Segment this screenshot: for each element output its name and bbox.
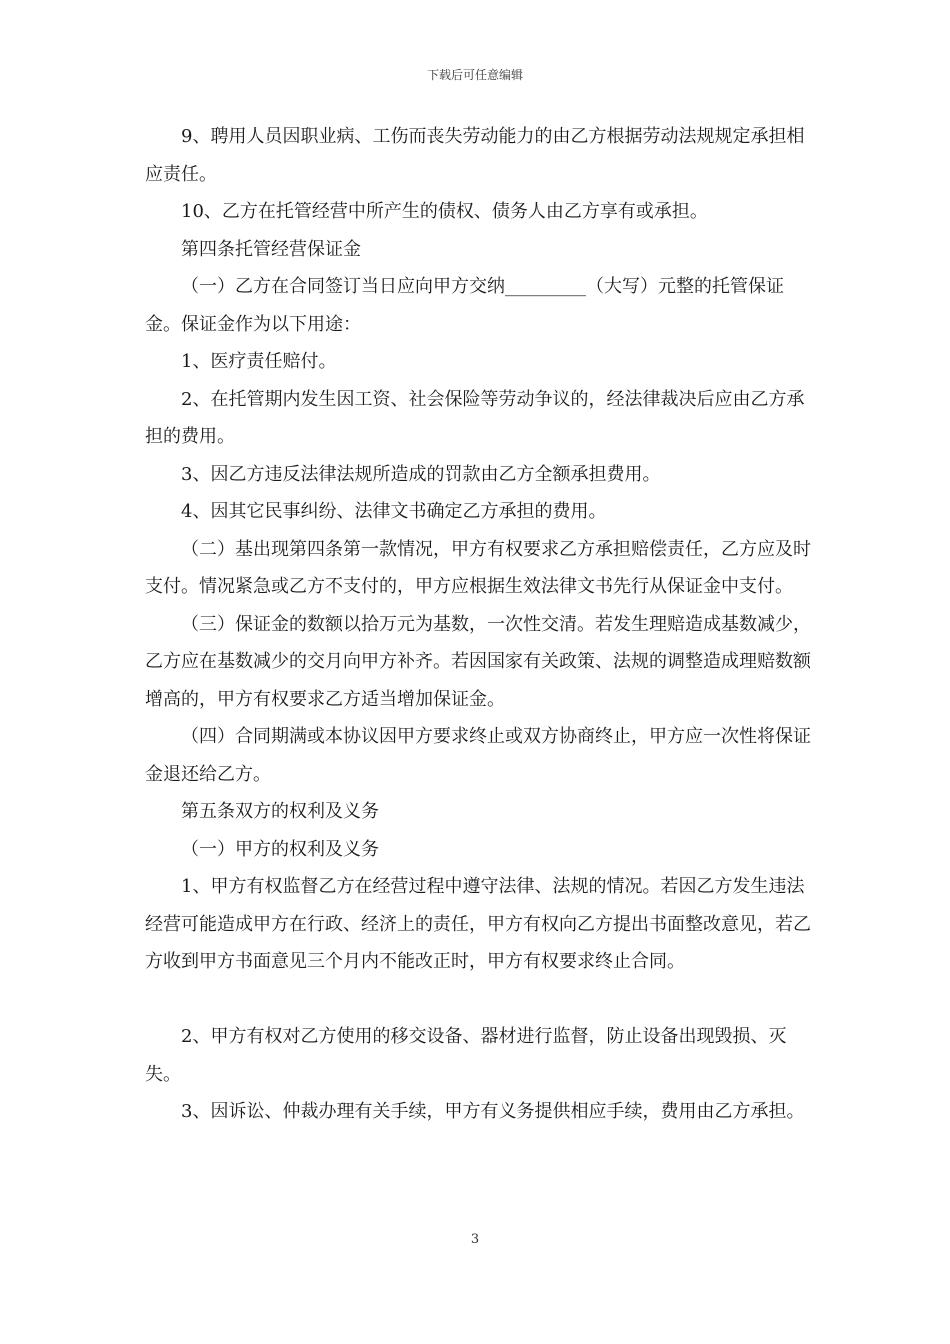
document-body <box>145 118 817 1131</box>
deposit-section-3-paragraph: （三）保证金的数额以拾万元为基数，一次性交清。若发生理赔造成基数减少，乙方应在基数减少的交月向甲方补齐。若因国家有关政策、法规的调整造成理赔数额增高的，甲方有权要求乙方适当增加保证金。 <box>145 613 811 710</box>
party-a-right-1-paragraph: 1、甲方有权监督乙方在经营过程中遵守法律、法规的情况。若因乙方发生违法经营可能造成甲方在行政、经济上的责任，甲方有权向乙方提出书面整改意见，若乙方收到甲方书面意见三个月内不能改正时，甲方有权要求终止合同。 <box>145 876 811 972</box>
blank-line <box>145 981 817 1019</box>
party-a-right-3-paragraph: 3、因诉讼、仲裁办理有关手续，甲方有义务提供相应手续，费用由乙方承担。 <box>181 1101 805 1122</box>
deposit-use-2-paragraph: 2、在托管期内发生因工资、社会保险等劳动争议的，经法律裁决后应由乙方承担的费用。 <box>145 388 805 447</box>
deposit-section-2-paragraph: （二）基出现第四条第一款情况，甲方有权要求乙方承担赔偿责任，乙方应及时支付。情况紧急或乙方不支付的，甲方应根据生效法律文书先行从保证金中支付。 <box>145 538 811 597</box>
deposit-section-4-paragraph: （四）合同期满或本协议因甲方要求终止或双方协商终止，甲方应一次性将保证金退还给乙方。 <box>145 726 811 785</box>
party-a-right-2-paragraph: 2、甲方有权对乙方使用的移交设备、器材进行监督，防止设备出现毁损、灭失。 <box>145 1026 787 1085</box>
party-a-rights-heading: （一）甲方的权利及义务 <box>181 838 379 860</box>
article-4-heading: 第四条托管经营保证金 <box>181 238 361 260</box>
deposit-section-1-paragraph: （一）乙方在合同签订当日应向甲方交纳_________（大写）元整的托管保证金。保证金作为以下用途： <box>145 276 784 335</box>
deposit-use-1-paragraph: 1、医疗责任赔付。 <box>181 351 337 372</box>
deposit-use-3-paragraph: 3、因乙方违反法律法规所造成的罚款由乙方全额承担费用。 <box>181 463 661 485</box>
deposit-use-4-paragraph: 4、因其它民事纠纷、法律文书确定乙方承担的费用。 <box>181 501 607 522</box>
clause-10-paragraph: 10、乙方在托管经营中所产生的债权、债务人由乙方享有或承担。 <box>181 201 708 222</box>
page-number: 3 <box>470 1232 480 1247</box>
page-header: 下载后可任意编辑 <box>426 68 523 82</box>
article-5-heading: 第五条双方的权利及义务 <box>181 801 379 822</box>
clause-9-paragraph: 9、聘用人员因职业病、工伤而丧失劳动能力的由乙方根据劳动法规规定承担相应责任。 <box>145 126 805 185</box>
